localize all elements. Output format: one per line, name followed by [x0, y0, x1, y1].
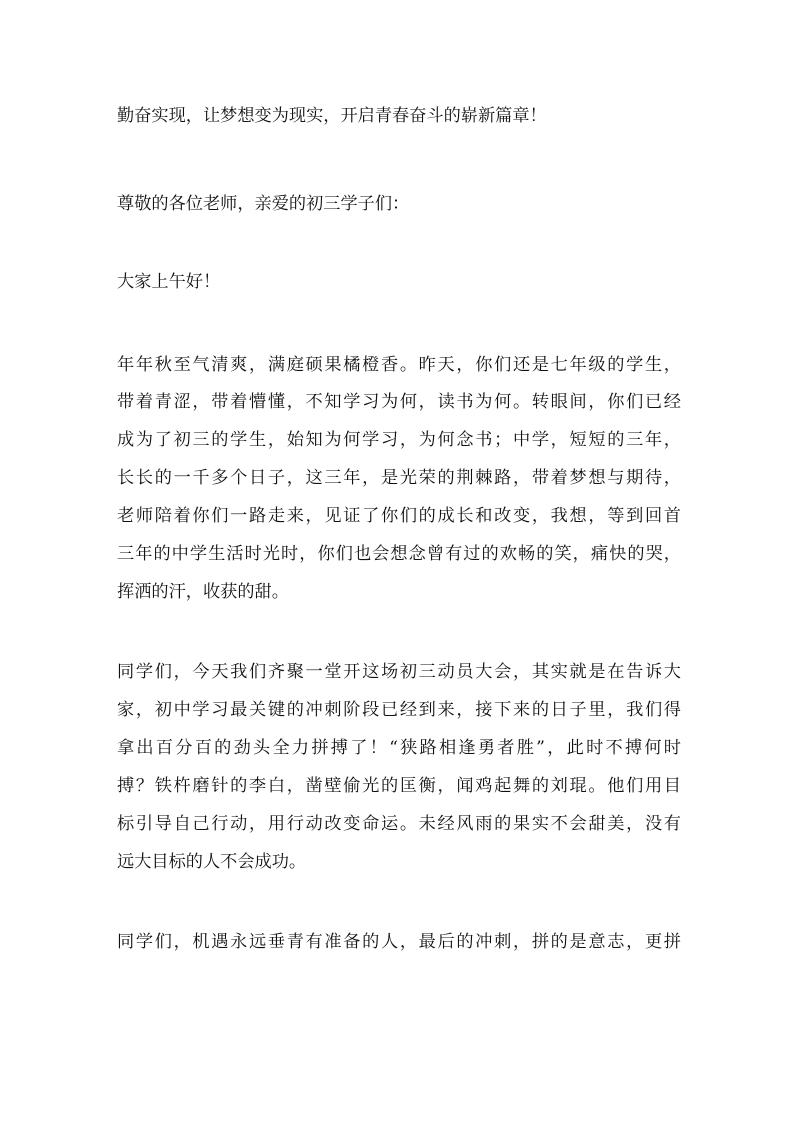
paragraph-line: 三年的中学生活时光时，你们也会想念曾有过的欢畅的笑，痛快的哭，: [117, 544, 681, 564]
paragraph-line: 老师陪着你们一路走来，见证了你们的成长和改变，我想，等到回首: [117, 506, 681, 526]
paragraph-line: 带着青涩，带着懵懂，不知学习为何，读书为何。转眼间，你们已经: [117, 392, 681, 412]
paragraph-line: 搏？铁杵磨针的李白，凿壁偷光的匡衡，闻鸡起舞的刘琨。他们用目: [117, 776, 681, 796]
paragraph-line: 同学们，机遇永远垂青有准备的人，最后的冲刺，拼的是意志，更拼: [117, 932, 681, 952]
paragraph-line: 年年秋至气清爽，满庭硕果橘橙香。昨天，你们还是七年级的学生，: [117, 355, 681, 375]
paragraph-line: 同学们，今天我们齐聚一堂开这场初三动员大会，其实就是在告诉大: [117, 662, 681, 682]
paragraph-line: 挥洒的汗，收获的甜。: [117, 582, 289, 602]
salutation: 尊敬的各位老师，亲爱的初三学子们：: [117, 194, 410, 214]
paragraph-line: 成为了初三的学生，始知为何学习，为何念书；中学，短短的三年，: [117, 430, 681, 450]
paragraph-line: 家，初中学习最关键的冲刺阶段已经到来，接下来的日子里，我们得: [117, 700, 681, 720]
paragraph-line: 远大目标的人不会成功。: [117, 852, 307, 872]
greeting: 大家上午好！: [117, 272, 221, 292]
paragraph-line: 长长的一千多个日子，这三年，是光荣的荆棘路，带着梦想与期待，: [117, 468, 681, 488]
paragraph-line: 拿出百分百的劲头全力拼搏了！“狭路相逢勇者胜”，此时不搏何时: [117, 738, 681, 758]
document-heading-line: 勤奋实现，让梦想变为现实，开启青春奋斗的崭新篇章！: [117, 106, 547, 126]
paragraph-line: 标引导自己行动，用行动改变命运。未经风雨的果实不会甜美，没有: [117, 814, 681, 834]
